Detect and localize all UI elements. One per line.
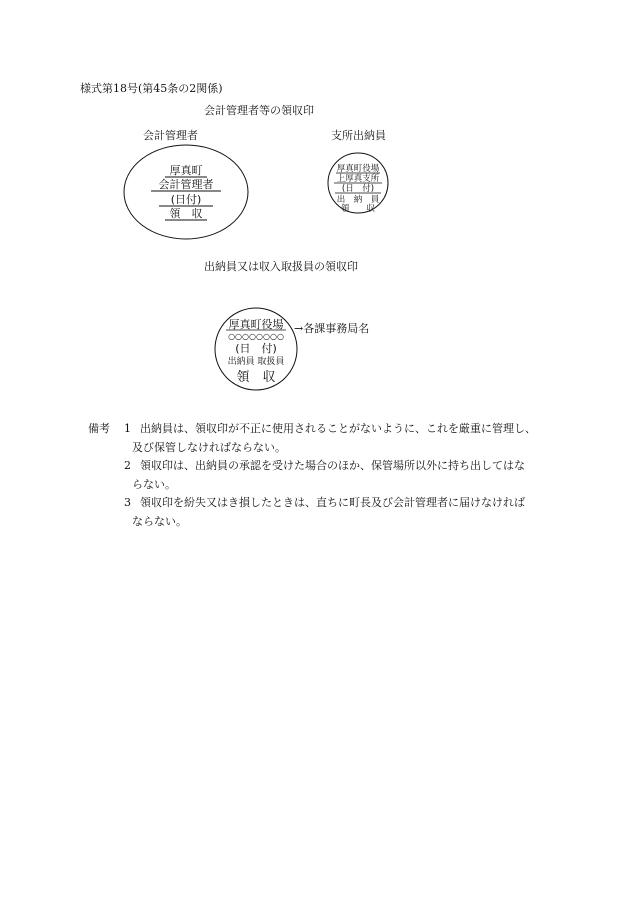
cashier-seal-line-2: ○○○○○○○○ <box>228 332 284 341</box>
branch-seal <box>326 151 390 215</box>
cashier-seal-annotation: →各課事務局名 <box>294 322 370 335</box>
branch-seal-line-5: 領 収 <box>340 204 376 214</box>
caption-accountant-seal: 会計管理者 <box>143 129 198 142</box>
note-text: 領収印は、出納員の承認を受けた場合のほか、保管場所以外に持ち出してはな <box>140 459 525 472</box>
note-text-continued: らない。 <box>132 477 176 491</box>
caption-branch-seal: 支所出納員 <box>331 129 386 142</box>
accountant-seal-line-4: 領 収 <box>169 207 203 220</box>
note-number: 3 <box>124 496 131 509</box>
note-text-continued: ならない。 <box>132 514 187 528</box>
branch-seal-line-4: 出 納 員 <box>336 195 380 205</box>
cashier-seal <box>213 306 299 392</box>
notes-section <box>88 420 568 531</box>
note-item <box>88 494 568 513</box>
note-text: 出納員は、領収印が不正に使用されることがないように、これを厳重に管理し、 <box>140 422 536 435</box>
note-text-continued: 及び保管しなければならない。 <box>132 440 286 454</box>
accountant-seal-line-3: (日付) <box>170 193 202 206</box>
branch-seal-line-3: (日 付) <box>341 184 375 194</box>
section-title-accountant-seals: 会計管理者等の領収印 <box>204 104 314 117</box>
accountant-seal <box>121 142 251 242</box>
notes-heading: 備考 <box>88 422 110 435</box>
cashier-seal-line-1: 厚真町役場 <box>228 318 284 331</box>
branch-seal-line-2: 上厚真支所 <box>336 174 380 184</box>
cashier-seal-line-4: 出納員 取扱員 <box>227 357 285 367</box>
branch-seal-line-1: 厚真町役場 <box>336 164 380 174</box>
note-text: 領収印を紛失又はき損したときは、直ちに町長及び会計管理者に届けなければ <box>140 496 525 509</box>
note-item <box>88 457 568 476</box>
accountant-seal-line-2: 会計管理者 <box>158 178 214 191</box>
cashier-seal-line-3: (日 付) <box>235 342 277 355</box>
section-title-cashier-seals: 出納員又は収入取扱員の領収印 <box>204 260 358 273</box>
note-number: 2 <box>124 459 131 472</box>
cashier-seal-line-5: 領 収 <box>236 370 276 385</box>
note-number: 1 <box>124 422 131 435</box>
form-label: 様式第18号(第45条の2関係) <box>80 82 223 95</box>
accountant-seal-line-1: 厚真町 <box>169 164 203 177</box>
note-item <box>88 420 568 439</box>
